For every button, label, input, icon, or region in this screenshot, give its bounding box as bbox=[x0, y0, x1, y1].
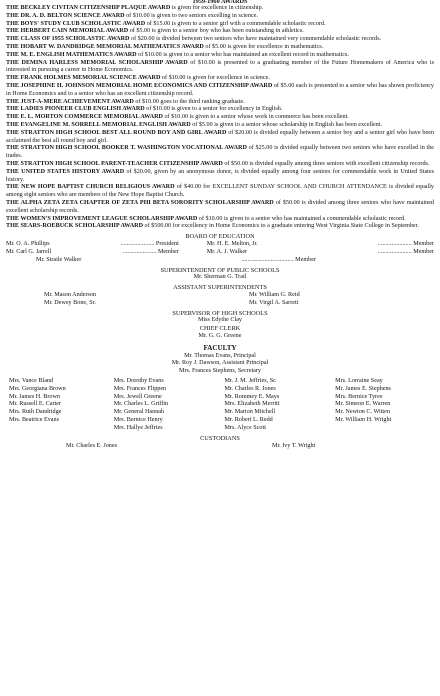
award-description: of $10.00 goes to the third ranking graduate. bbox=[133, 98, 245, 105]
assistants-row-1 bbox=[6, 292, 434, 300]
assistant-name: Mr. Mason Anderson bbox=[44, 291, 97, 298]
award-title: THE STRATTON HIGH SCHOOL PARENT-TEACHER CITIZENSHIP AWARD bbox=[6, 160, 223, 167]
award-paragraph bbox=[6, 60, 434, 76]
award-description: of $20.00 is divided between two seniors who have maintained very commendable scholastic records. bbox=[129, 36, 382, 43]
award-paragraph bbox=[6, 44, 434, 52]
board-member-role: .................................. Member bbox=[241, 256, 316, 263]
board-row bbox=[6, 257, 434, 265]
superintendent-name: Mr. Sherman G. Trail bbox=[193, 274, 247, 281]
award-description: of $50.00 is divided among three seniors who have maintained excellent scholarship records. bbox=[6, 199, 434, 214]
clerk-name: Mr. G. G. Greene bbox=[198, 332, 242, 339]
award-paragraph bbox=[6, 145, 434, 161]
faculty-member: Mrs. Dorothy Evans bbox=[113, 377, 164, 384]
award-paragraph bbox=[6, 83, 434, 99]
award-paragraph bbox=[6, 169, 434, 185]
award-description: of $10.00 is given to a senior who has maintained an excellent record in mathematics. bbox=[136, 51, 349, 58]
faculty-member: Mr. Robert L. Redd bbox=[224, 416, 273, 423]
award-description: of $5.00 is given to a senior boy who has been outstanding in athletics. bbox=[128, 28, 304, 35]
faculty-member: Mrs. Bernice Henry bbox=[113, 416, 163, 423]
award-paragraph bbox=[6, 161, 434, 169]
award-description: of $10.00 is given to a senior for excellency in English. bbox=[144, 106, 283, 113]
awards-list bbox=[6, 5, 434, 231]
faculty-member: Mrs. Beatrice Evans bbox=[9, 416, 59, 423]
award-description: of $10.00 is given to two seniors excelling in science. bbox=[124, 12, 258, 19]
faculty-member: Mrs. Elizabeth Merritt bbox=[224, 401, 280, 408]
faculty-member: Mrs. Georgiana Brown bbox=[9, 385, 66, 392]
assistants-row-2 bbox=[6, 300, 434, 308]
custodians-row bbox=[6, 443, 434, 451]
award-title: THE UNITED STATES HISTORY AWARD bbox=[6, 168, 125, 175]
award-title: THE FRANK HOLMES MEMORIAL SCIENCE AWARD bbox=[6, 75, 161, 82]
clerk-heading: CHIEF CLERK bbox=[199, 325, 241, 333]
faculty-member: Mr. Charles L. Griffin bbox=[113, 401, 169, 408]
faculty-member: Mr. J. M. Jeffries, Sr. bbox=[224, 377, 277, 384]
board-member-name: Mr. A. J. Walker bbox=[206, 248, 248, 255]
faculty-member: Mrs. Ruth Dandridge bbox=[9, 409, 62, 416]
custodian-name: Mr. Ivy T. Wright bbox=[272, 443, 316, 450]
award-title: THE DEMINA HARLESS MEMORIAL SCHOLARSHIP AWARD bbox=[6, 59, 188, 66]
award-paragraph bbox=[6, 13, 434, 21]
faculty-member: Mr. Russell E. Carter bbox=[9, 401, 62, 408]
awards-heading: 1959-1960 AWARDS bbox=[192, 0, 248, 5]
supervisor-name: Miss Edythe Clay bbox=[197, 317, 242, 324]
award-description: of $10.00 is given to a senior whose work in commerce has been excellent. bbox=[162, 114, 349, 121]
faculty-column bbox=[9, 378, 114, 433]
award-description: is given for excellence in citizenship. bbox=[170, 5, 264, 11]
faculty-member: Mrs. Frances Flippen bbox=[113, 385, 167, 392]
award-title: THE BECKLEY CIVITAN CITIZENSHIP PLAQUE AWARD bbox=[6, 5, 171, 11]
board-member-role: ...................... Member bbox=[122, 248, 179, 255]
award-title: THE E. L. MORTON COMMERCE MEMORIAL AWARD bbox=[6, 114, 163, 121]
award-paragraph bbox=[6, 114, 434, 122]
award-title: THE M. E. ENGLISH MATHEMATICS AWARD bbox=[6, 51, 137, 58]
assistant-principal-name: Mr. Roy J. Dawson, Assistant Principal bbox=[171, 360, 269, 367]
board-member-role: ...................... President bbox=[120, 240, 179, 247]
assistant-name: Mr. Virgil A. Sarrett bbox=[249, 299, 299, 306]
award-description: of $20.00 is divided equally between a senior boy and a senior girl who have been acclaimed the best all round boy and girl. bbox=[6, 129, 434, 144]
faculty-heading: FACULTY bbox=[203, 343, 237, 352]
assistant-name: Mr. Dewey Bone, Sr. bbox=[44, 299, 96, 306]
board-member-name: Mr. H. E. Melton, Jr. bbox=[206, 240, 258, 247]
board-member-role: ...................... Member bbox=[377, 240, 435, 247]
faculty-member: Mr. Charles R. Jones bbox=[224, 385, 276, 392]
board-member-name: Mr. Straile Walker bbox=[36, 256, 82, 263]
award-paragraph bbox=[6, 122, 434, 130]
award-title: THE HOBART W. DANDRIDGE MEMORIAL MATHEMATICS AWARD bbox=[6, 43, 204, 50]
award-description: of $10.00 is given to a senior who has maintained a commendable scholastic record. bbox=[197, 215, 406, 222]
faculty-member: Mrs. Alyce Scott bbox=[224, 424, 266, 431]
award-description: of $15.00 is given to a senior girl with a commendable scholastic record. bbox=[145, 20, 326, 27]
custodians-heading: CUSTODIANS bbox=[200, 434, 240, 442]
faculty-member: Mr. James E. Stephens bbox=[335, 385, 391, 392]
faculty-member: Mr. Newton C. Witten bbox=[335, 409, 390, 416]
faculty-column bbox=[335, 378, 434, 433]
superintendent-heading: SUPERINTENDENT OF PUBLIC SCHOOLS bbox=[160, 266, 280, 274]
award-paragraph bbox=[6, 130, 434, 146]
board-heading: BOARD OF EDUCATION bbox=[185, 233, 255, 241]
supervisor-heading: SUPERVISOR OF HIGH SCHOOLS bbox=[172, 309, 268, 317]
award-paragraph bbox=[6, 36, 434, 44]
faculty-member: Mr. Simeon E. Warren bbox=[335, 401, 391, 408]
award-description: of $40.00 for EXCELLENT SUNDAY SCHOOL AND CHURCH ATTENDANCE is divided equally among eight seniors who are members of the New Hope Baptist Church. bbox=[6, 184, 434, 199]
faculty-member: Mr. Rommey E. Mays bbox=[224, 393, 280, 400]
faculty-member: Mr. William H. Wright bbox=[335, 416, 392, 423]
board-member-role: ...................... Member bbox=[377, 248, 435, 255]
award-title: THE DR. A. D. BELTON SCIENCE AWARD bbox=[6, 12, 125, 19]
faculty-member: Mr. General Hannah bbox=[113, 409, 165, 416]
award-description: of $25.00 is divided equally between two seniors who have excelled in the trades. bbox=[6, 145, 434, 160]
award-description: of $5.00 each is presented to a senior who has shown proficiency in Home Economics and to a senior who has an excellent citizenship record. bbox=[6, 82, 434, 97]
faculty-member: Mrs. Vance Bland bbox=[9, 377, 54, 384]
award-paragraph bbox=[6, 200, 434, 216]
award-title: THE LADIES PIONEER CLUB ENGLISH AWARD bbox=[6, 106, 145, 113]
award-description: of $500.00 for excellency in Home Economics to a graduate entering West Virginia State College in September. bbox=[143, 223, 419, 230]
assistants-heading: ASSISTANT SUPERINTENDENTS bbox=[173, 284, 267, 292]
award-title: THE JUST-A-MERE ACHIEVEMENT AWARD bbox=[6, 98, 134, 105]
award-title: THE BOYS' STUDY CLUB SCHOLASTIC AWARD bbox=[6, 20, 146, 27]
faculty-member: Mrs. Lorraine Seay bbox=[335, 377, 383, 384]
assistant-name: Mr. William G. Reid bbox=[249, 291, 300, 298]
faculty-member: Mrs. Bernice Tyree bbox=[335, 393, 383, 400]
award-paragraph bbox=[6, 223, 434, 231]
faculty-member: Mr. James H. Brown bbox=[9, 393, 60, 400]
faculty-column bbox=[114, 378, 225, 433]
award-description: of $5.00 is given to a senior whose scholarship in English has been excellent. bbox=[190, 121, 382, 128]
faculty-member: Mrs. Hallye Jeffries bbox=[113, 424, 163, 431]
custodian-name: Mr. Charles E. Jones bbox=[66, 443, 117, 450]
faculty-member: Mrs. Jewell Greene bbox=[113, 393, 162, 400]
award-title: THE SEARS-ROEBUCK SCHOLARSHIP AWARD bbox=[6, 223, 143, 230]
award-description: of $10.00 is presented to a graduating member of the Future Homemakers of America who is interested in pursuing a career in Home Economics. bbox=[6, 59, 434, 74]
secretary-name: Mrs. Frances Stephens, Secretary bbox=[178, 368, 262, 375]
faculty-column bbox=[224, 378, 335, 433]
award-description: of $20.00, given by an anonymous donor, is divided equally among four seniors for commendable work in United States history. bbox=[6, 168, 434, 183]
award-title: THE EVANGELINE M. SORRELL MEMORIAL ENGLISH AWARD bbox=[6, 121, 191, 128]
board-member-name: Mr. Carl G. Jarrell bbox=[6, 248, 52, 255]
award-title: THE WOMEN'S IMPROVEMENT LEAGUE SCHOLARSHIP AWARD bbox=[6, 215, 198, 222]
principal-name: Mr. Thomas Evans, Principal bbox=[184, 352, 256, 359]
award-title: THE STRATTON HIGH SCHOOL BOOKER T. WASHINGTON VOCATIONAL AWARD bbox=[6, 145, 247, 152]
award-paragraph bbox=[6, 184, 434, 200]
board-row bbox=[6, 241, 434, 249]
award-title: THE NEW HOPE BAPTIST CHURCH RELIGIOUS AWARD bbox=[6, 184, 175, 191]
award-description: of $10.00 is given for excellence in science. bbox=[160, 75, 270, 82]
faculty-member: Mr. Marion Mitchell bbox=[224, 409, 276, 416]
faculty-list bbox=[6, 378, 434, 433]
award-title: THE JOSEPHINE H. JOHNSON MEMORIAL HOME ECONOMICS AND CITIZENSHIP AWARD bbox=[6, 82, 273, 89]
award-paragraph bbox=[6, 52, 434, 60]
board-of-education bbox=[6, 241, 434, 265]
award-title: THE STRATTON HIGH SCHOOL BEST ALL ROUND BOY AND GIRL AWARD bbox=[6, 129, 227, 136]
award-title: THE CLASS OF 1955 SCHOLASTIC AWARD bbox=[6, 36, 130, 43]
award-title: THE HERBERT CAIN MEMORIAL AWARD bbox=[6, 28, 129, 35]
award-paragraph bbox=[6, 106, 434, 114]
award-description: of $5.00 is given for excellence in mathematics. bbox=[203, 43, 324, 50]
board-row bbox=[6, 249, 434, 257]
award-paragraph bbox=[6, 75, 434, 83]
board-member-name: Mr. O. A. Phillips bbox=[6, 240, 50, 247]
award-title: THE ALPHA ZETA ZETA CHAPTER OF ZETA PHI BETA SORORITY SCHOLARSHIP AWARD bbox=[6, 199, 274, 206]
award-paragraph bbox=[6, 5, 434, 13]
award-description: of $50.00 is divided equally among three seniors with excellent citizenship records. bbox=[222, 160, 430, 167]
